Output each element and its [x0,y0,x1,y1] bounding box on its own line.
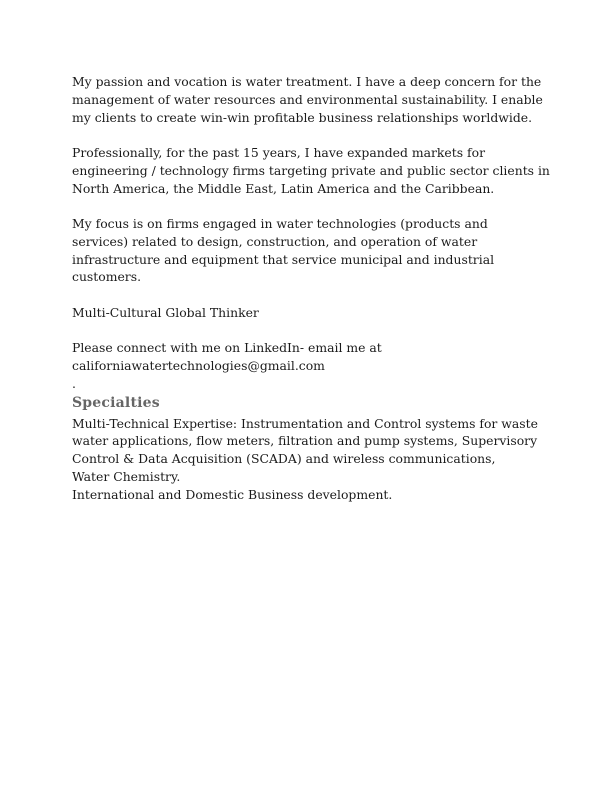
tagline-text: Multi-Cultural Global Thinker [72,304,259,320]
text-line: . [72,375,76,391]
contact-email: californiawatertechnologies@gmail.com [72,357,325,373]
summary-contact [72,339,542,392]
text-line: Professionally, for the past 15 years, I have expanded markets for [72,144,485,160]
text-line: infrastructure and equipment that service municipal and industrial [72,251,495,267]
text-line: North America, the Middle East, Latin America and the Caribbean. [72,180,495,196]
text-line: services) related to design, construction, and operation of water [72,233,478,249]
specialties-section [72,415,542,504]
text-line: my clients to create win-win profitable business relationships worldwide. [72,109,533,125]
summary-paragraph-passion [72,73,542,126]
text-line: water applications, flow meters, filtration and pump systems, Supervisory [72,433,538,449]
summary-tagline [72,304,542,322]
text-line: My passion and vocation is water treatment. I have a deep concern for the [72,74,542,89]
text-line: International and Domestic Business development. [72,486,393,502]
specialties-heading: Specialties [72,394,160,411]
text-line: Control & Data Acquisition (SCADA) and wireless communications, [72,451,496,467]
text-line: My focus is on firms engaged in water technologies (products and [72,215,488,231]
text-line: Please connect with me on LinkedIn- email me at [72,340,382,356]
summary-paragraph-focus [72,215,542,286]
text-line: engineering / technology firms targeting private and public sector clients in [72,162,550,178]
text-line: Water Chemistry. [72,468,181,484]
summary-paragraph-experience [72,144,550,197]
document-body [72,73,550,521]
text-line: Multi-Technical Expertise: Instrumentation and Control systems for waste [72,415,538,431]
text-line: management of water resources and environmental sustainability. I enable [72,91,543,107]
text-line: customers. [72,269,142,285]
